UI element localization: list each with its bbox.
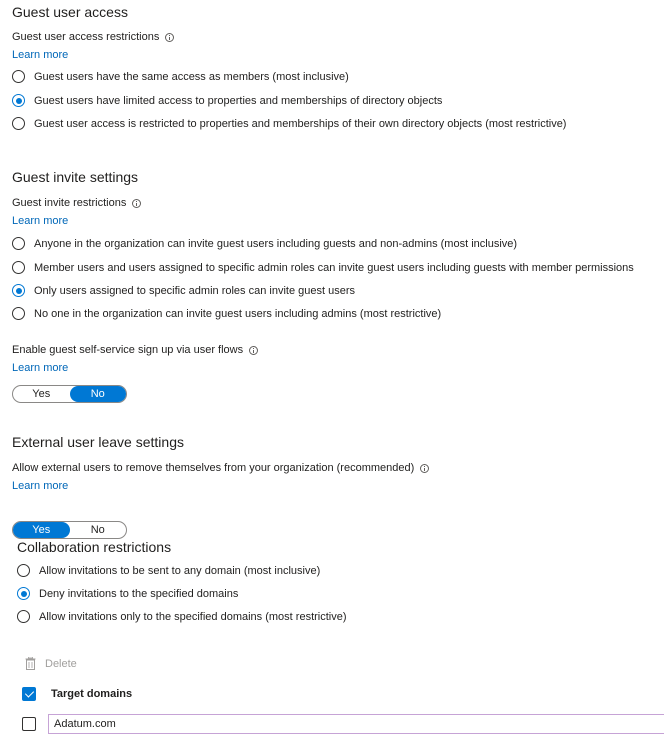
radio-label: Member users and users assigned to specific admin roles can invite guest users including guests with member permissions bbox=[34, 261, 634, 274]
radio-label: Guest users have limited access to properties and memberships of directory objects bbox=[34, 94, 443, 107]
invite-option-anyone[interactable] bbox=[12, 237, 517, 250]
guest-user-access-restrictions-label bbox=[12, 31, 174, 43]
guest-user-access-learn-more-link[interactable]: Learn more bbox=[12, 49, 69, 61]
guest-access-option-limited[interactable] bbox=[12, 94, 442, 107]
radio-button[interactable] bbox=[17, 564, 30, 577]
invite-option-admin-roles-only[interactable] bbox=[12, 284, 355, 297]
collab-option-any-domain[interactable] bbox=[17, 564, 320, 577]
info-icon[interactable] bbox=[165, 33, 174, 42]
target-domains-header: Target domains bbox=[51, 688, 133, 700]
self-service-signup-label bbox=[12, 344, 258, 356]
delete-label: Delete bbox=[45, 657, 77, 670]
radio-button[interactable] bbox=[12, 117, 25, 130]
external-leave-allow-text: Allow external users to remove themselves from your organization (recommended) bbox=[12, 462, 415, 474]
radio-label: Allow invitations only to the specified domains (most restrictive) bbox=[39, 610, 347, 623]
table-row bbox=[22, 714, 664, 734]
delete-button[interactable] bbox=[25, 657, 77, 670]
guest-access-option-same-as-members[interactable] bbox=[12, 70, 349, 83]
select-all-checkbox[interactable] bbox=[22, 687, 36, 701]
radio-button-selected[interactable] bbox=[17, 587, 30, 600]
invite-option-members-and-admins[interactable] bbox=[12, 261, 634, 274]
target-domain-input[interactable] bbox=[48, 714, 664, 734]
collab-option-allow-specified-only[interactable] bbox=[17, 610, 347, 623]
radio-button[interactable] bbox=[12, 261, 25, 274]
guest-user-access-restrictions-text: Guest user access restrictions bbox=[12, 31, 160, 43]
guest-access-option-restricted[interactable] bbox=[12, 117, 566, 130]
info-icon[interactable] bbox=[420, 464, 429, 473]
guest-user-access-title: Guest user access bbox=[12, 4, 128, 20]
radio-label: No one in the organization can invite guest users including admins (most restrictive) bbox=[34, 307, 442, 320]
guest-invite-restrictions-text: Guest invite restrictions bbox=[12, 197, 127, 209]
radio-label: Guest users have the same access as members (most inclusive) bbox=[34, 70, 349, 83]
toggle-yes-option[interactable]: Yes bbox=[13, 522, 70, 538]
collab-option-deny-specified[interactable] bbox=[17, 587, 238, 600]
radio-button-selected[interactable] bbox=[12, 284, 25, 297]
radio-button[interactable] bbox=[12, 307, 25, 320]
guest-invite-restrictions-label bbox=[12, 197, 141, 209]
radio-label: Deny invitations to the specified domains bbox=[39, 587, 239, 600]
info-icon[interactable] bbox=[132, 199, 141, 208]
target-domains-header-row bbox=[22, 687, 132, 701]
self-service-signup-toggle[interactable] bbox=[12, 385, 127, 403]
radio-button[interactable] bbox=[17, 610, 30, 623]
radio-button-selected[interactable] bbox=[12, 94, 25, 107]
radio-button[interactable] bbox=[12, 70, 25, 83]
info-icon[interactable] bbox=[249, 346, 258, 355]
external-leave-learn-more-link[interactable]: Learn more bbox=[12, 480, 69, 492]
invite-option-no-one[interactable] bbox=[12, 307, 441, 320]
self-service-signup-text: Enable guest self-service sign up via user flows bbox=[12, 344, 244, 356]
toggle-no-option[interactable]: No bbox=[70, 386, 127, 402]
external-leave-toggle[interactable] bbox=[12, 521, 127, 539]
radio-label: Only users assigned to specific admin roles can invite guest users bbox=[34, 284, 355, 297]
trash-icon bbox=[25, 657, 36, 670]
external-leave-allow-label bbox=[12, 462, 429, 474]
guest-invite-settings-title: Guest invite settings bbox=[12, 169, 139, 185]
toggle-no-option[interactable]: No bbox=[90, 524, 105, 536]
collaboration-restrictions-title: Collaboration restrictions bbox=[17, 539, 172, 555]
radio-button[interactable] bbox=[12, 237, 25, 250]
self-service-learn-more-link[interactable]: Learn more bbox=[12, 362, 69, 374]
row-checkbox[interactable] bbox=[22, 717, 36, 731]
guest-invite-learn-more-link[interactable]: Learn more bbox=[12, 215, 69, 227]
radio-label: Anyone in the organization can invite guest users including guests and non-admins (most inclusive) bbox=[34, 237, 518, 250]
radio-label: Guest user access is restricted to properties and memberships of their own directory objects (most restrictive) bbox=[34, 117, 567, 130]
radio-label: Allow invitations to be sent to any domain (most inclusive) bbox=[39, 564, 321, 577]
external-user-leave-title: External user leave settings bbox=[12, 434, 184, 450]
toggle-yes-option[interactable]: Yes bbox=[32, 388, 51, 400]
